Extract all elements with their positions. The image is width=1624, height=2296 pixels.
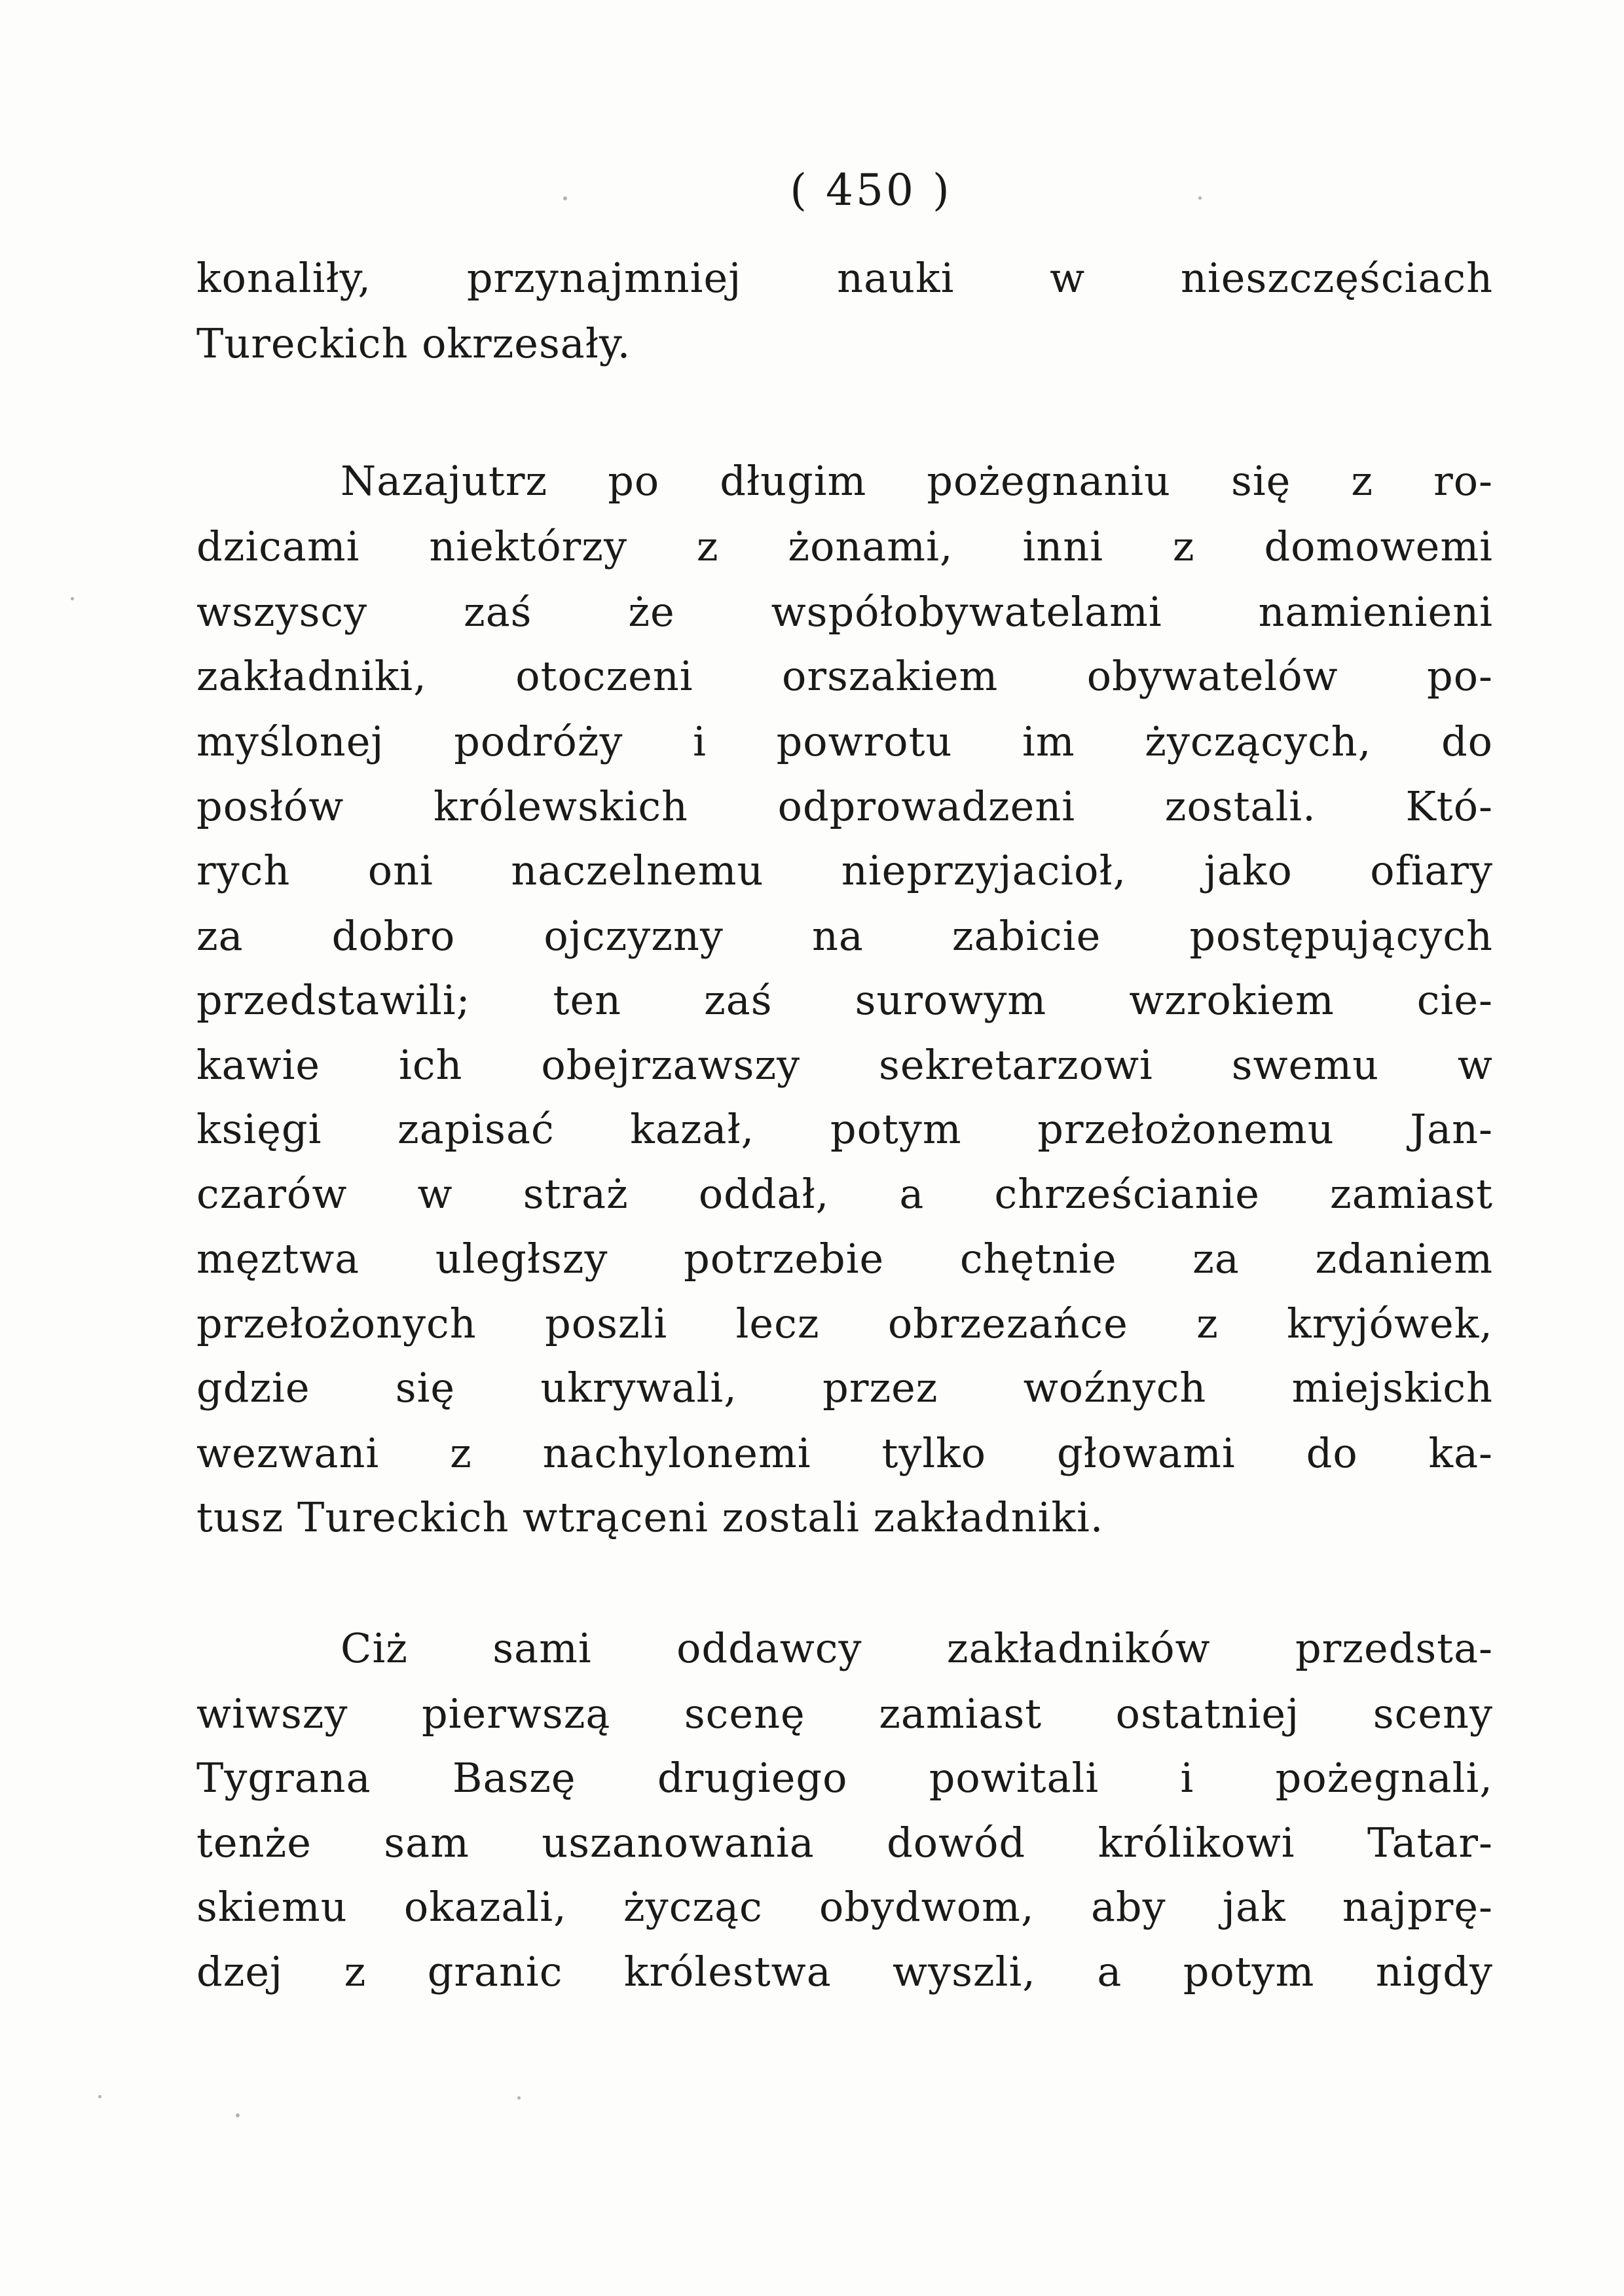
text-line: wszyscy zaś że współobywatelami namienieni <box>196 588 1493 636</box>
text-line: posłów królewskich odprowadzeni zostali. Któ- <box>196 782 1493 830</box>
text-line: skiemu okazali, życząc obydwom, aby jak najprę- <box>196 1883 1493 1931</box>
text-line: Nazajutrz po długim pożegnaniu się z ro- <box>341 457 1493 505</box>
text-line: księgi zapisać kazał, potym przełożonemu Jan- <box>196 1105 1493 1153</box>
text-line: męztwa uległszy potrzebie chętnie za zdaniem <box>196 1235 1493 1283</box>
text-line: przedstawili; ten zaś surowym wzrokiem cie- <box>196 976 1493 1024</box>
text-line: kawie ich obejrzawszy sekretarzowi swemu w <box>196 1041 1493 1089</box>
text-line: gdzie się ukrywali, przez woźnych miejskich <box>196 1364 1493 1412</box>
text-line: myślonej podróży i powrotu im życzących, do <box>196 718 1493 765</box>
text-line: przełożonych poszli lecz obrzezańce z kryjówek, <box>196 1300 1493 1347</box>
text-line: dzej z granic królestwa wyszli, a potym nigdy <box>196 1948 1493 1995</box>
text-line: za dobro ojczyzny na zabicie postępujących <box>196 912 1493 960</box>
text-line: Ciż sami oddawcy zakładników przedsta- <box>341 1624 1493 1672</box>
text-line: tenże sam uszanowania dowód królikowi Tatar- <box>196 1819 1493 1867</box>
print-speck <box>71 597 74 600</box>
print-speck <box>236 2113 240 2117</box>
text-line: Tureckich okrzesały. <box>196 319 631 367</box>
text-line: wiwszy pierwszą scenę zamiast ostatniej sceny <box>196 1690 1493 1738</box>
print-speck <box>98 2095 101 2098</box>
text-line: konaliły, przynajmniej nauki w nieszczęściach <box>196 254 1493 302</box>
print-speck <box>517 2096 521 2100</box>
page-number: ( 450 ) <box>790 165 952 215</box>
text-line: rych oni naczelnemu nieprzyjacioł, jako ofiary <box>196 847 1493 894</box>
print-speck <box>1198 196 1202 200</box>
text-line: tusz Tureckich wtrąceni zostali zakładniki. <box>196 1493 1104 1541</box>
text-line: wezwani z nachylonemi tylko głowami do ka- <box>196 1429 1493 1477</box>
text-line: dzicami niektórzy z żonami, inni z domowemi <box>196 522 1493 570</box>
text-line: czarów w straż oddał, a chrześcianie zamiast <box>196 1170 1493 1218</box>
print-speck <box>563 196 567 200</box>
text-line: zakładniki, otoczeni orszakiem obywatelów po- <box>196 652 1493 700</box>
text-line: Tygrana Baszę drugiego powitali i pożegnali, <box>196 1754 1493 1802</box>
